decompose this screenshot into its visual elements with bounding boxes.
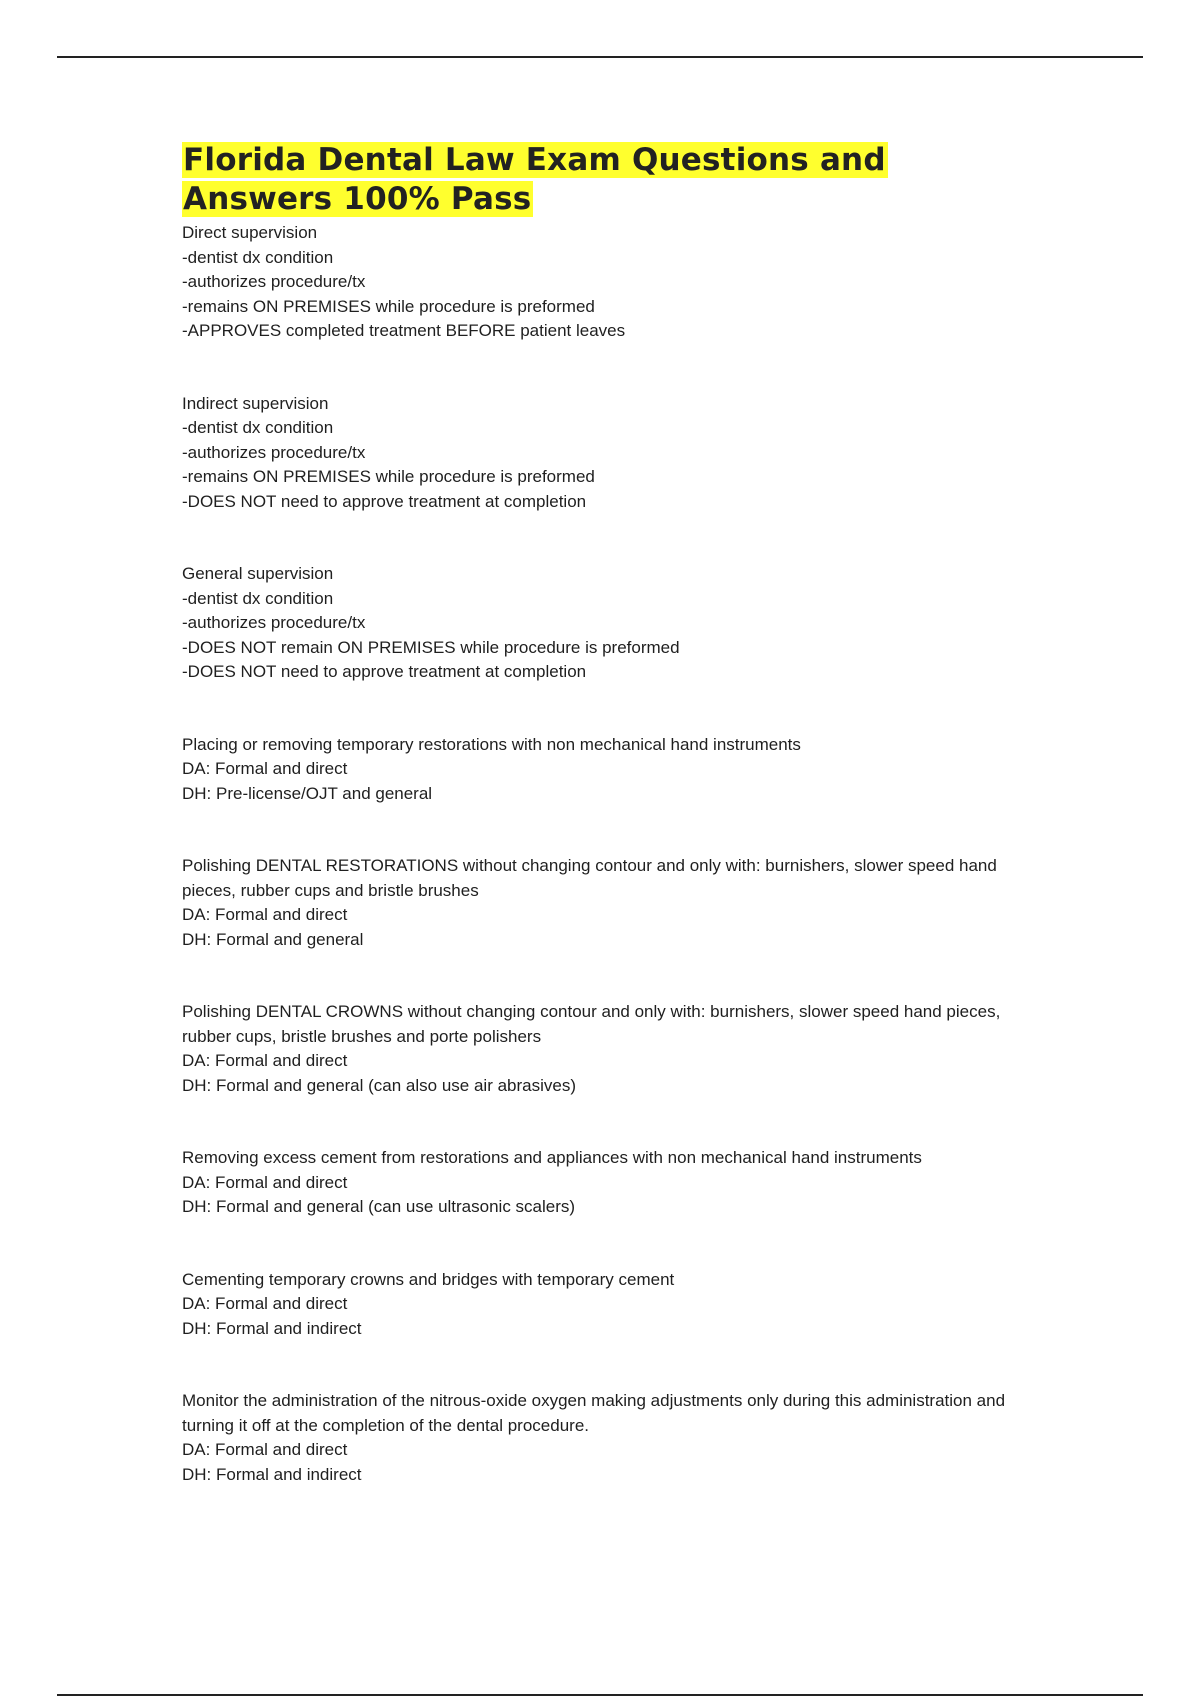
document-title <box>182 141 1022 219</box>
section-answer-da: DA: Formal and direct <box>182 759 348 778</box>
section-line: -DOES NOT remain ON PREMISES while procedure is preformed <box>182 637 680 657</box>
section-answer-da: DA: Formal and direct <box>182 905 348 924</box>
qa-section-polishing-restorations <box>182 854 1022 952</box>
section-line: -remains ON PREMISES while procedure is preformed <box>182 467 595 486</box>
title-line-1: Florida Dental Law Exam Questions and <box>183 142 886 178</box>
section-heading: Direct supervision <box>182 223 318 242</box>
section-question: Monitor the administration of the nitrous-oxide oxygen making adjustments only during this administration and turning it off at the completion of the dental procedure. <box>182 1391 1006 1435</box>
qa-section-general-supervision <box>182 562 1022 685</box>
section-line: -APPROVES completed treatment BEFORE patient leaves <box>182 321 626 340</box>
section-line: -authorizes procedure/tx <box>182 272 366 291</box>
qa-section-polishing-crowns <box>182 1000 1022 1098</box>
section-question: Polishing DENTAL CROWNS without changing contour and only with: burnishers, slower speed hand pieces, rubber cups, bristle brushes and porte polishers <box>182 1002 1001 1046</box>
section-line: -DOES NOT need to approve treatment at completion <box>182 491 587 511</box>
section-answer-da: DA: Formal and direct <box>182 1440 348 1459</box>
section-question: Removing excess cement from restorations and appliances with non mechanical hand instruments <box>182 1148 922 1167</box>
section-line: -dentist dx condition <box>182 588 334 608</box>
section-answer-dh: DH: Formal and general (can also use air abrasives) <box>182 1075 577 1095</box>
qa-section-cementing-temporary <box>182 1268 1022 1342</box>
section-question: Cementing temporary crowns and bridges with temporary cement <box>182 1269 675 1289</box>
section-answer-da: DA: Formal and direct <box>182 1294 348 1313</box>
section-answer-dh: DH: Formal and general (can use ultrasonic scalers) <box>182 1197 576 1216</box>
footer-rule <box>57 1694 1143 1696</box>
section-answer-dh: DH: Formal and general <box>182 929 364 949</box>
section-line: -authorizes procedure/tx <box>182 613 366 632</box>
title-line-2: Answers 100% Pass <box>183 181 532 217</box>
document-body <box>182 141 1022 1487</box>
section-answer-da: DA: Formal and direct <box>182 1051 348 1070</box>
section-line: -dentist dx condition <box>182 418 334 437</box>
qa-section-removing-cement <box>182 1146 1022 1220</box>
section-line: -dentist dx condition <box>182 247 334 267</box>
section-answer-dh: DH: Formal and indirect <box>182 1464 362 1484</box>
section-question: Placing or removing temporary restorations with non mechanical hand instruments <box>182 734 801 754</box>
qa-section-nitrous-oxide <box>182 1389 1022 1487</box>
section-answer-da: DA: Formal and direct <box>182 1172 348 1192</box>
header-rule <box>57 56 1143 58</box>
qa-section-temporary-restorations <box>182 733 1022 807</box>
qa-section-direct-supervision <box>182 221 1022 344</box>
section-heading: Indirect supervision <box>182 393 329 413</box>
section-answer-dh: DH: Formal and indirect <box>182 1318 362 1338</box>
section-line: -DOES NOT need to approve treatment at completion <box>182 662 587 681</box>
section-question: Polishing DENTAL RESTORATIONS without changing contour and only with: burnishers, slower speed hand pieces, rubber cups and bristle brushes <box>182 856 997 900</box>
section-heading: General supervision <box>182 564 334 583</box>
section-line: -authorizes procedure/tx <box>182 442 366 462</box>
section-line: -remains ON PREMISES while procedure is preformed <box>182 296 595 316</box>
section-answer-dh: DH: Pre-license/OJT and general <box>182 783 433 803</box>
qa-section-indirect-supervision <box>182 392 1022 515</box>
